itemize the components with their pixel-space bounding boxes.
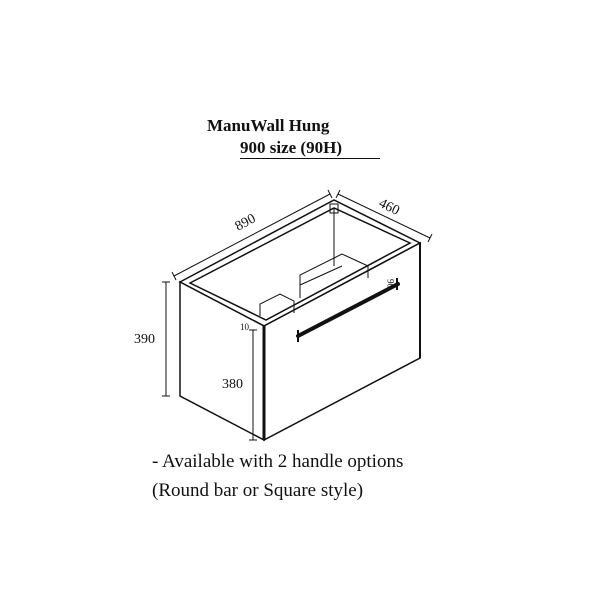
diagram-subtitle: 900 size (90H) [240, 138, 342, 157]
dim-label-gap: 10 [240, 322, 249, 332]
note-handle-options: - Available with 2 handle options [152, 451, 404, 472]
cabinet-side-panel [180, 282, 264, 440]
dim-line-width [174, 194, 330, 276]
drawer-front [264, 243, 420, 440]
dim-label-depth: 460 [376, 196, 402, 219]
dim-label-width: 890 [232, 211, 259, 235]
note-handle-styles: (Round bar or Square style) [152, 480, 364, 501]
dim-label-height-total: 390 [134, 332, 155, 347]
handle-size-label: 96 [386, 279, 396, 288]
dim-label-height-front: 380 [222, 377, 243, 392]
diagram-title: ManuWall Hung [207, 116, 330, 135]
notes-block [152, 447, 403, 505]
